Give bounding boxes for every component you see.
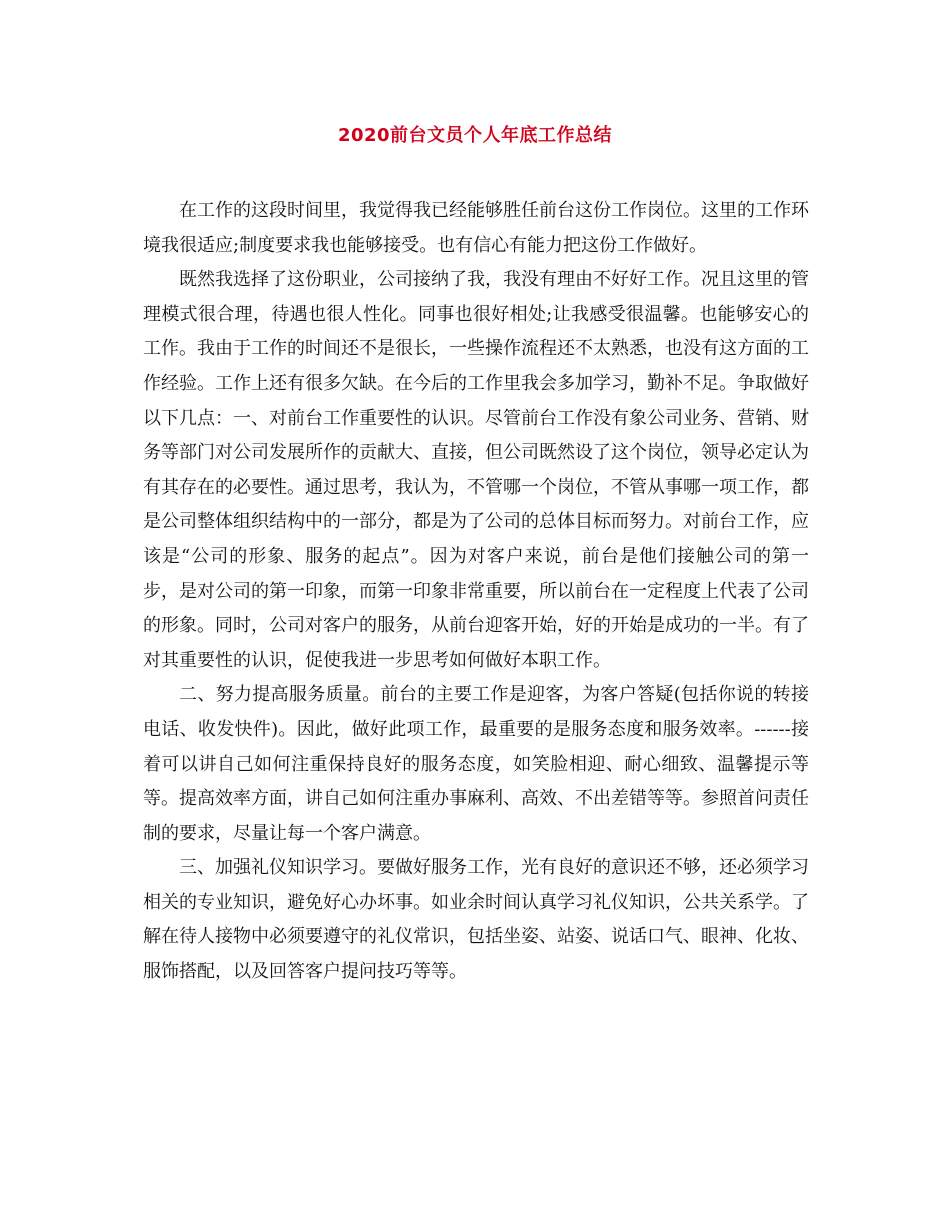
document-body (143, 194, 809, 990)
paragraph-3: 二、努力提高服务质量。前台的主要工作是迎客，为客户答疑(包括你说的转接电话、收发快件)。因此，做好此项工作，最重要的是服务态度和服务效率。------接着可以讲自己如何注重保持良好的服务态度，如笑脸相迎、耐心细致、温馨提示等等。提高效率方面，讲自己如何注重办事麻利、高效、不出差错等等。参照首问责任制的要求，尽量让每一个客户满意。 (143, 684, 809, 844)
paragraph-4: 三、加强礼仪知识学习。要做好服务工作，光有良好的意识还不够，还必须学习相关的专业知识，避免好心办坏事。如业余时间认真学习礼仪知识，公共关系学。了解在待人接物中必须要遵守的礼仪常识，包括坐姿、站姿、说话口气、眼神、化妆、服饰搭配，以及回答客户提问技巧等等。 (143, 857, 809, 983)
paragraph-2: 既然我选择了这份职业，公司接纳了我，我没有理由不好好工作。况且这里的管理模式很合理，待遇也很人性化。同事也很好相处;让我感受很温馨。也能够安心的工作。我由于工作的时间还不是很长，一些操作流程还不太熟悉，也没有这方面的工作经验。工作上还有很多欠缺。在今后的工作里我会多加学习，勤补不足。争取做好以下几点：一、对前台工作重要性的认识。尽管前台工作没有象公司业务、营销、财务等部门对公司发展所作的贡献大、直接，但公司既然设了这个岗位，领导必定认为有其存在的必要性。通过思考，我认为，不管哪一个岗位，不管从事哪一项工作，都是公司整体组织结构中的一部分，都是为了公司的总体目标而努力。对前台工作，应该是“公司的形象、服务的起点”。因为对客户来说，前台是他们接触公司的第一步，是对公司的第一印象，而第一印象非常重要，所以前台在一定程度上代表了公司的形象。同时，公司对客户的服务，从前台迎客开始，好的开始是成功的一半。有了对其重要性的认识，促使我进一步思考如何做好本职工作。 (143, 269, 809, 671)
paragraph-1: 在工作的这段时间里，我觉得我已经能够胜任前台这份工作岗位。这里的工作环境我很适应;制度要求我也能够接受。也有信心有能力把这份工作做好。 (143, 200, 809, 256)
document-title: 2020前台文员个人年底工作总结 (337, 125, 613, 146)
